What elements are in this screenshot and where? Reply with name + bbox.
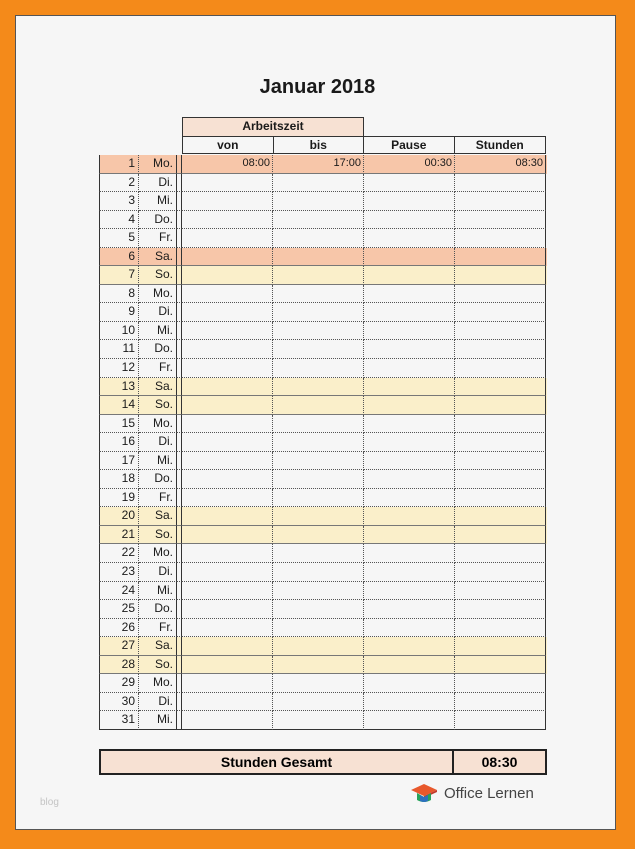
weekday-label: Sa.: [139, 637, 177, 656]
weekday-label: Do.: [139, 340, 177, 359]
cell-von[interactable]: [182, 433, 273, 452]
day-number: 1: [99, 155, 139, 174]
totals-value[interactable]: 08:30: [481, 754, 518, 770]
cell-stunden[interactable]: [455, 544, 546, 563]
cell-pause[interactable]: [364, 340, 455, 359]
arbeitszeit-header: Arbeitszeit: [182, 117, 364, 136]
time-table: [99, 155, 547, 730]
day-number: 23: [99, 563, 139, 582]
cell-stunden[interactable]: [455, 489, 546, 508]
cell-pause[interactable]: [364, 470, 455, 489]
table-row: [99, 211, 547, 230]
cell-bis[interactable]: [273, 582, 364, 601]
cell-bis[interactable]: [273, 433, 364, 452]
cell-stunden[interactable]: [455, 711, 546, 730]
cell-bis[interactable]: [273, 674, 364, 693]
table-row: [99, 544, 547, 563]
cell-bis[interactable]: [273, 470, 364, 489]
day-number: 6: [99, 248, 139, 267]
cell-von[interactable]: [182, 637, 273, 656]
weekday-label: So.: [139, 396, 177, 415]
table-row: [99, 415, 547, 434]
day-number: 7: [99, 266, 139, 285]
day-number: 24: [99, 582, 139, 601]
weekday-label: So.: [139, 656, 177, 675]
cell-von[interactable]: [182, 266, 273, 285]
cell-von[interactable]: [182, 656, 273, 675]
day-number: 4: [99, 211, 139, 230]
cell-stunden[interactable]: [455, 211, 546, 230]
cell-von[interactable]: [182, 470, 273, 489]
table-row: [99, 489, 547, 508]
cell-bis[interactable]: [273, 711, 364, 730]
table-row: [99, 192, 547, 211]
day-number: 9: [99, 303, 139, 322]
cell-von[interactable]: 08:00: [182, 155, 273, 174]
cell-bis[interactable]: [273, 359, 364, 378]
cell-von[interactable]: [182, 544, 273, 563]
cell-bis[interactable]: [273, 192, 364, 211]
cell-von[interactable]: [182, 340, 273, 359]
cell-bis[interactable]: [273, 174, 364, 193]
cell-pause[interactable]: [364, 266, 455, 285]
weekday-label: Sa.: [139, 378, 177, 397]
cell-von[interactable]: [182, 674, 273, 693]
cell-pause[interactable]: [364, 656, 455, 675]
cell-stunden[interactable]: [455, 619, 546, 638]
day-number: 12: [99, 359, 139, 378]
cell-pause[interactable]: [364, 303, 455, 322]
day-number: 2: [99, 174, 139, 193]
watermark: blog: [40, 797, 59, 808]
weekday-label: So.: [139, 526, 177, 545]
cell-pause[interactable]: [364, 582, 455, 601]
cell-pause[interactable]: [364, 563, 455, 582]
cell-bis[interactable]: 17:00: [273, 155, 364, 174]
column-header-stunden: Stunden: [475, 138, 524, 152]
table-row: [99, 637, 547, 656]
table-row: [99, 563, 547, 582]
cell-von[interactable]: [182, 174, 273, 193]
weekday-label: Fr.: [139, 489, 177, 508]
day-number: 21: [99, 526, 139, 545]
table-row: [99, 619, 547, 638]
day-number: 13: [99, 378, 139, 397]
weekday-label: Mo.: [139, 285, 177, 304]
cell-stunden[interactable]: [455, 285, 546, 304]
table-row: [99, 248, 547, 267]
cell-pause[interactable]: 00:30: [364, 155, 455, 174]
table-row: [99, 711, 547, 730]
weekday-label: Di.: [139, 303, 177, 322]
day-number: 8: [99, 285, 139, 304]
day-number: 30: [99, 693, 139, 712]
weekday-label: Sa.: [139, 248, 177, 267]
cell-bis[interactable]: [273, 396, 364, 415]
cell-pause[interactable]: [364, 433, 455, 452]
cell-von[interactable]: [182, 322, 273, 341]
cell-von[interactable]: [182, 378, 273, 397]
weekday-label: So.: [139, 266, 177, 285]
cell-pause[interactable]: [364, 600, 455, 619]
cell-stunden[interactable]: [455, 637, 546, 656]
day-number: 26: [99, 619, 139, 638]
day-number: 15: [99, 415, 139, 434]
cell-bis[interactable]: [273, 415, 364, 434]
column-header-von: von: [183, 137, 274, 153]
cell-von[interactable]: [182, 285, 273, 304]
cell-von[interactable]: [182, 507, 273, 526]
cell-bis[interactable]: [273, 693, 364, 712]
cell-von[interactable]: [182, 452, 273, 471]
cell-bis[interactable]: [273, 507, 364, 526]
cell-bis[interactable]: [273, 489, 364, 508]
weekday-label: Do.: [139, 470, 177, 489]
cell-stunden[interactable]: [455, 563, 546, 582]
cell-bis[interactable]: [273, 248, 364, 267]
cell-stunden[interactable]: [455, 174, 546, 193]
cell-stunden[interactable]: [455, 266, 546, 285]
day-number: 28: [99, 656, 139, 675]
cell-von[interactable]: [182, 211, 273, 230]
day-number: 19: [99, 489, 139, 508]
table-row: [99, 582, 547, 601]
cell-stunden[interactable]: [455, 600, 546, 619]
cell-bis[interactable]: [273, 563, 364, 582]
cell-stunden[interactable]: [455, 433, 546, 452]
weekday-label: Fr.: [139, 229, 177, 248]
day-number: 11: [99, 340, 139, 359]
table-row: [99, 433, 547, 452]
weekday-label: Di.: [139, 693, 177, 712]
cell-bis[interactable]: [273, 378, 364, 397]
cell-von[interactable]: [182, 229, 273, 248]
day-number: 31: [99, 711, 139, 730]
weekday-label: Fr.: [139, 619, 177, 638]
cell-von[interactable]: [182, 303, 273, 322]
day-number: 16: [99, 433, 139, 452]
cell-stunden[interactable]: [455, 322, 546, 341]
column-header-row: [182, 136, 546, 154]
cell-stunden[interactable]: [455, 674, 546, 693]
weekday-label: Fr.: [139, 359, 177, 378]
cell-pause[interactable]: [364, 174, 455, 193]
weekday-label: Di.: [139, 174, 177, 193]
cell-von[interactable]: [182, 396, 273, 415]
table-row: [99, 340, 547, 359]
weekday-label: Mo.: [139, 674, 177, 693]
weekday-label: Mi.: [139, 322, 177, 341]
cell-bis[interactable]: [273, 656, 364, 675]
totals-row: [99, 749, 547, 775]
day-number: 5: [99, 229, 139, 248]
table-row: [99, 155, 547, 174]
weekday-label: Mi.: [139, 192, 177, 211]
cell-pause[interactable]: [364, 526, 455, 545]
cell-pause[interactable]: [364, 507, 455, 526]
cell-von[interactable]: [182, 526, 273, 545]
weekday-label: Di.: [139, 563, 177, 582]
cell-pause[interactable]: [364, 322, 455, 341]
table-row: [99, 285, 547, 304]
cell-stunden[interactable]: [455, 656, 546, 675]
cell-bis[interactable]: [273, 340, 364, 359]
cell-bis[interactable]: [273, 211, 364, 230]
day-number: 27: [99, 637, 139, 656]
cell-stunden[interactable]: 08:30: [455, 155, 546, 174]
cell-stunden[interactable]: [455, 359, 546, 378]
table-row: [99, 470, 547, 489]
cell-von[interactable]: [182, 359, 273, 378]
table-row: [99, 303, 547, 322]
graduation-cap-icon: [410, 782, 438, 804]
cell-bis[interactable]: [273, 285, 364, 304]
cell-stunden[interactable]: [455, 192, 546, 211]
cell-stunden[interactable]: [455, 693, 546, 712]
cell-pause[interactable]: [364, 248, 455, 267]
cell-stunden[interactable]: [455, 303, 546, 322]
weekday-label: Mi.: [139, 452, 177, 471]
logo-text: Office Lernen: [444, 784, 534, 802]
cell-von[interactable]: [182, 582, 273, 601]
cell-bis[interactable]: [273, 600, 364, 619]
cell-pause[interactable]: [364, 211, 455, 230]
day-number: 17: [99, 452, 139, 471]
cell-bis[interactable]: [273, 637, 364, 656]
cell-von[interactable]: [182, 248, 273, 267]
cell-bis[interactable]: [273, 303, 364, 322]
column-header-bis: bis: [274, 137, 365, 153]
cell-stunden[interactable]: [455, 396, 546, 415]
cell-bis[interactable]: [273, 266, 364, 285]
cell-pause[interactable]: [364, 544, 455, 563]
cell-pause[interactable]: [364, 396, 455, 415]
table-row: [99, 526, 547, 545]
day-number: 20: [99, 507, 139, 526]
cell-bis[interactable]: [273, 229, 364, 248]
cell-von[interactable]: [182, 563, 273, 582]
weekday-label: Mo.: [139, 415, 177, 434]
table-row: [99, 378, 547, 397]
cell-pause[interactable]: [364, 674, 455, 693]
cell-stunden[interactable]: [455, 340, 546, 359]
column-header-pause: Pause: [364, 137, 455, 153]
day-number: 22: [99, 544, 139, 563]
table-row: [99, 322, 547, 341]
cell-stunden[interactable]: [455, 378, 546, 397]
weekday-label: Mo.: [139, 155, 177, 174]
table-row: [99, 656, 547, 675]
page-title: Januar 2018: [259, 76, 376, 98]
totals-label: Stunden Gesamt: [101, 751, 454, 773]
day-number: 29: [99, 674, 139, 693]
cell-stunden[interactable]: [455, 248, 546, 267]
weekday-label: Mi.: [139, 711, 177, 730]
weekday-label: Do.: [139, 600, 177, 619]
cell-von[interactable]: [182, 693, 273, 712]
weekday-label: Sa.: [139, 507, 177, 526]
cell-bis[interactable]: [273, 452, 364, 471]
weekday-label: Di.: [139, 433, 177, 452]
cell-von[interactable]: [182, 619, 273, 638]
cell-pause[interactable]: [364, 229, 455, 248]
cell-pause[interactable]: [364, 359, 455, 378]
day-number: 3: [99, 192, 139, 211]
cell-pause[interactable]: [364, 452, 455, 471]
day-number: 10: [99, 322, 139, 341]
cell-pause[interactable]: [364, 619, 455, 638]
table-row: [99, 359, 547, 378]
table-row: [99, 674, 547, 693]
cell-von[interactable]: [182, 415, 273, 434]
cell-pause[interactable]: [364, 285, 455, 304]
cell-pause[interactable]: [364, 378, 455, 397]
cell-stunden[interactable]: [455, 415, 546, 434]
weekday-label: Do.: [139, 211, 177, 230]
table-row: [99, 229, 547, 248]
cell-pause[interactable]: [364, 711, 455, 730]
cell-stunden[interactable]: [455, 452, 546, 471]
cell-pause[interactable]: [364, 693, 455, 712]
weekday-label: Mi.: [139, 582, 177, 601]
cell-bis[interactable]: [273, 544, 364, 563]
cell-bis[interactable]: [273, 619, 364, 638]
cell-von[interactable]: [182, 711, 273, 730]
cell-bis[interactable]: [273, 526, 364, 545]
cell-bis[interactable]: [273, 322, 364, 341]
cell-pause[interactable]: [364, 415, 455, 434]
table-row: [99, 507, 547, 526]
day-number: 18: [99, 470, 139, 489]
cell-stunden[interactable]: [455, 470, 546, 489]
cell-stunden[interactable]: [455, 507, 546, 526]
table-row: [99, 600, 547, 619]
cell-pause[interactable]: [364, 637, 455, 656]
table-row: [99, 693, 547, 712]
cell-pause[interactable]: [364, 489, 455, 508]
cell-von[interactable]: [182, 600, 273, 619]
cell-pause[interactable]: [364, 192, 455, 211]
table-row: [99, 452, 547, 471]
office-lernen-logo: [410, 781, 534, 805]
table-row: [99, 174, 547, 193]
cell-von[interactable]: [182, 489, 273, 508]
weekday-label: Mo.: [139, 544, 177, 563]
table-row: [99, 266, 547, 285]
cell-stunden[interactable]: [455, 526, 546, 545]
cell-stunden[interactable]: [455, 582, 546, 601]
day-number: 25: [99, 600, 139, 619]
day-number: 14: [99, 396, 139, 415]
table-row: [99, 396, 547, 415]
cell-stunden[interactable]: [455, 229, 546, 248]
cell-von[interactable]: [182, 192, 273, 211]
